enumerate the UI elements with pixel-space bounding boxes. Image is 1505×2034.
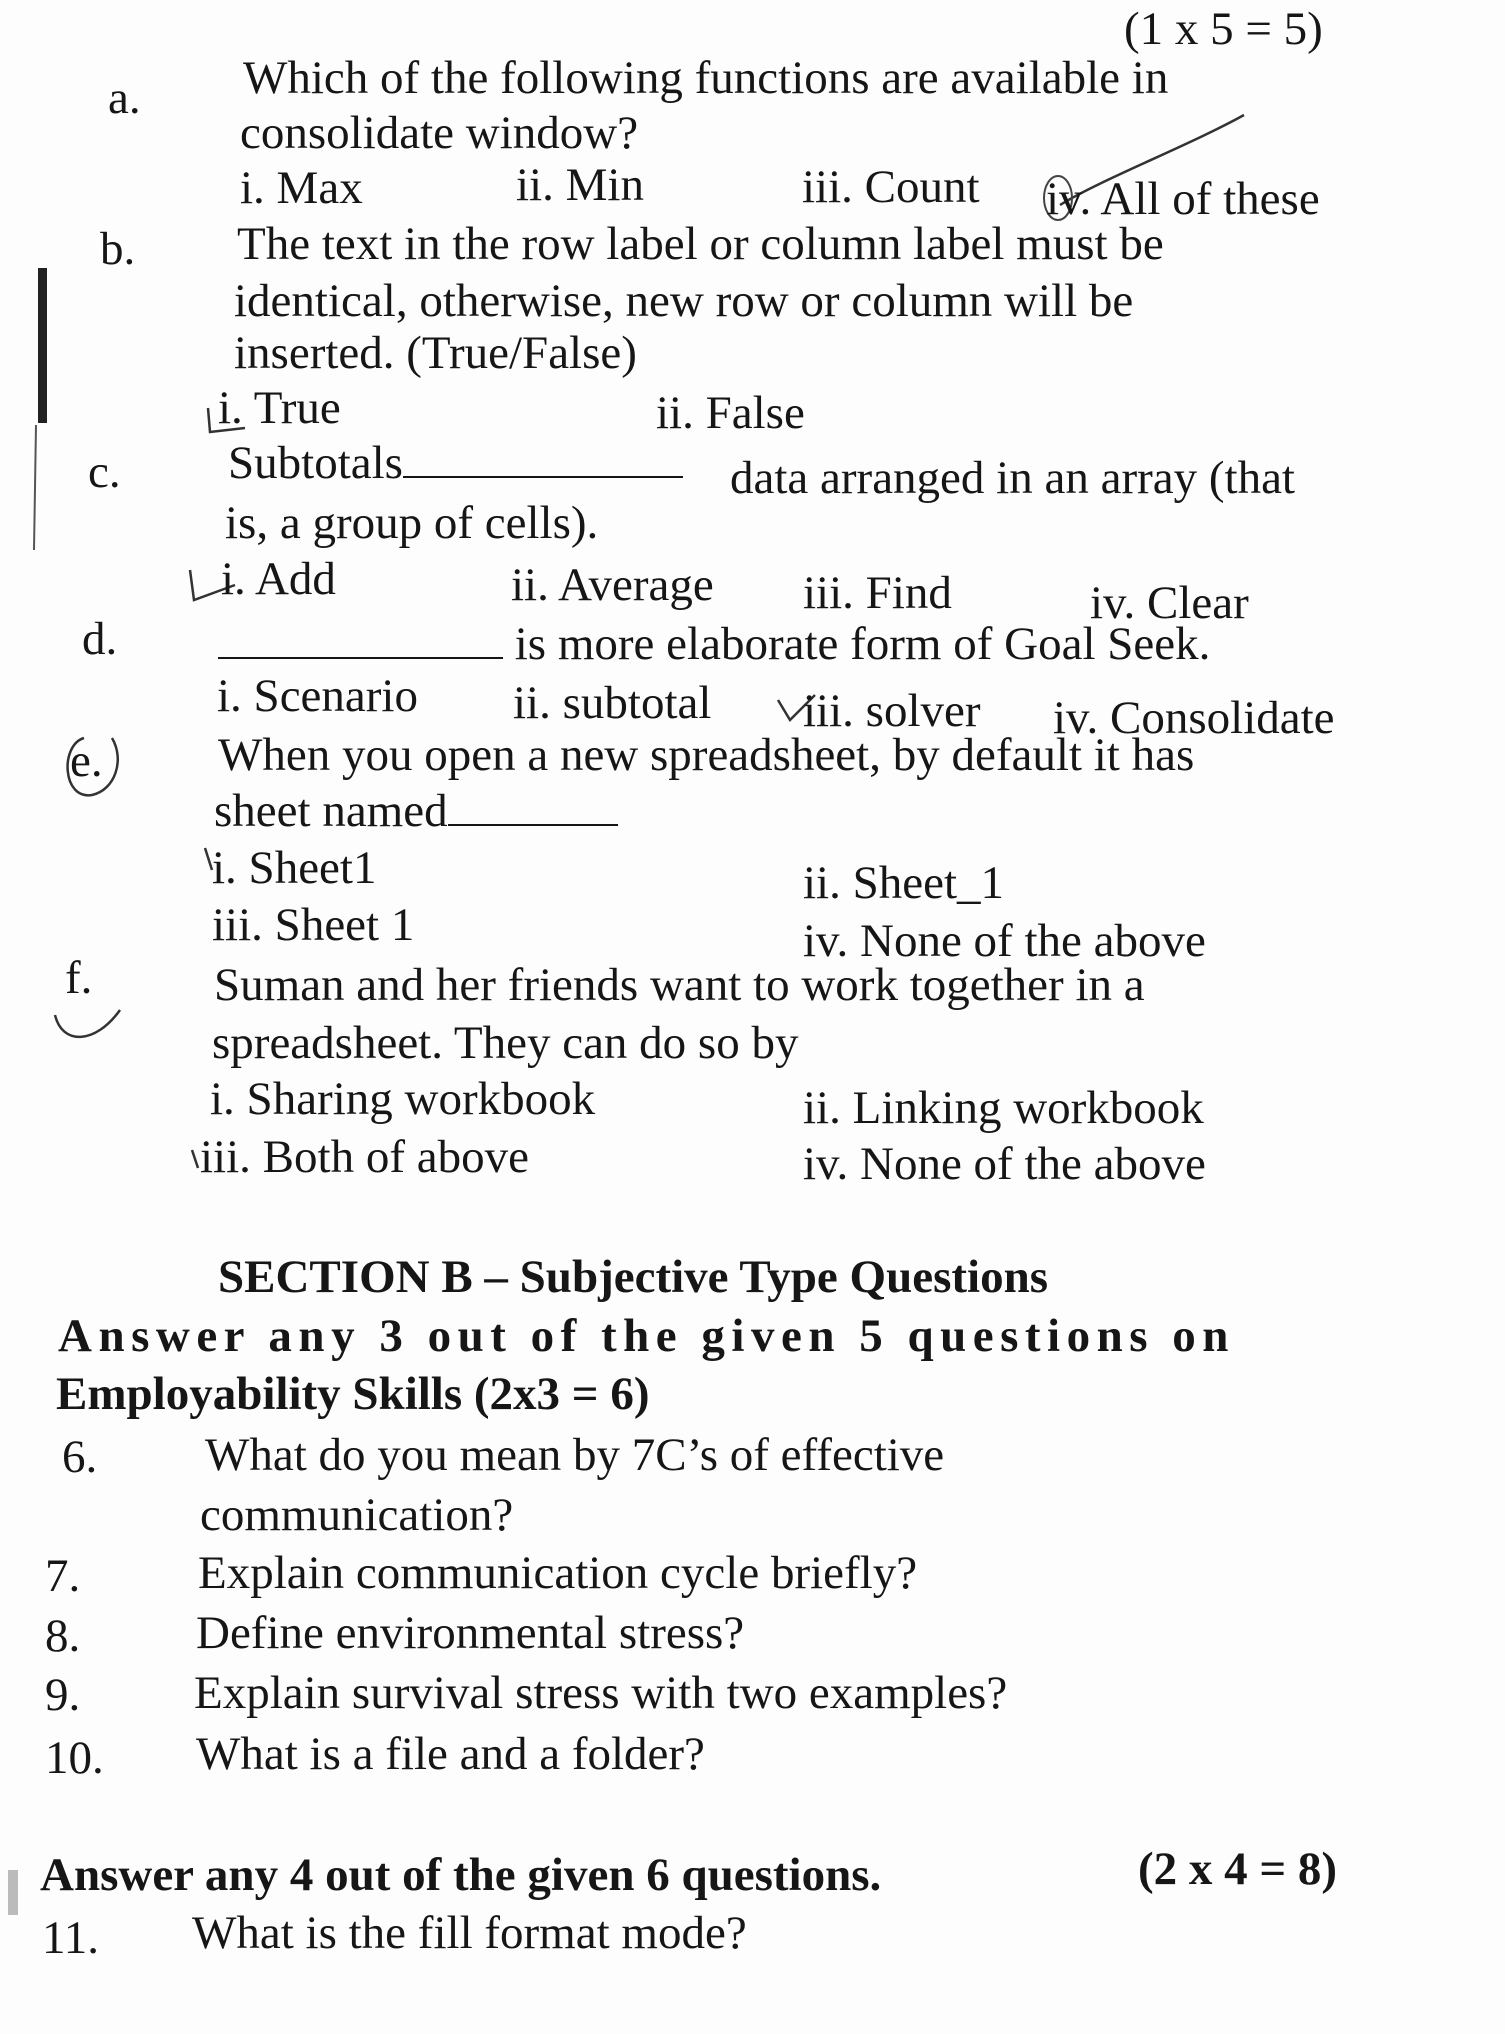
option: iv. Clear bbox=[1090, 577, 1249, 629]
question-number: 8. bbox=[45, 1610, 81, 1662]
question-number: 11. bbox=[42, 1912, 100, 1964]
question-number: 7. bbox=[45, 1550, 81, 1602]
question-text: consolidate window? bbox=[240, 107, 639, 159]
option: i. True bbox=[218, 382, 341, 434]
section-b-instruction-2: Answer any 4 out of the given 6 questions. bbox=[40, 1849, 882, 1901]
question-number: 10. bbox=[45, 1732, 104, 1784]
question-label: d. bbox=[82, 613, 118, 665]
option: iii. Count bbox=[802, 161, 980, 213]
question-text: Suman and her friends want to work together in a bbox=[214, 959, 1145, 1011]
question-line bbox=[218, 618, 1211, 670]
option: ii. Average bbox=[511, 559, 714, 611]
option: iii. Find bbox=[803, 567, 952, 619]
question-text: spreadsheet. They can do so by bbox=[212, 1017, 799, 1069]
question-text: is, a group of cells). bbox=[225, 497, 599, 549]
question-text: data arranged in an array (that bbox=[730, 452, 1295, 504]
answer-blank bbox=[448, 794, 618, 826]
question-text: What is a file and a folder? bbox=[196, 1728, 705, 1780]
question-label: f. bbox=[65, 952, 93, 1004]
option: ii. Min bbox=[516, 159, 644, 211]
question-text: Explain communication cycle briefly? bbox=[198, 1547, 918, 1599]
option: iii. Both of above bbox=[200, 1131, 529, 1183]
option: iii. Sheet 1 bbox=[212, 899, 415, 951]
question-label: e. bbox=[70, 735, 103, 787]
option: iv. All of these bbox=[1046, 173, 1320, 225]
section-b-instruction: Answer any 3 out of the given 5 questions on bbox=[58, 1310, 1235, 1362]
question-line bbox=[228, 437, 683, 489]
question-text: What is the fill format mode? bbox=[192, 1907, 747, 1959]
option: i. Max bbox=[240, 162, 363, 214]
question-text: sheet named bbox=[214, 785, 448, 837]
option: i. Add bbox=[221, 553, 336, 605]
option: ii. False bbox=[656, 387, 805, 439]
question-line bbox=[214, 785, 618, 837]
question-text: is more elaborate form of Goal Seek. bbox=[514, 618, 1211, 670]
question-label: c. bbox=[88, 446, 121, 498]
question-number: 6. bbox=[62, 1431, 98, 1483]
section-b-marks-2: (2 x 4 = 8) bbox=[1138, 1843, 1338, 1895]
question-text: Explain survival stress with two examples? bbox=[194, 1667, 1008, 1719]
question-text: When you open a new spreadsheet, by default it has bbox=[218, 729, 1195, 781]
question-text: Which of the following functions are available in bbox=[243, 52, 1169, 104]
option: i. Scenario bbox=[217, 670, 418, 722]
question-text: Subtotals bbox=[228, 437, 403, 489]
answer-blank bbox=[403, 446, 683, 478]
question-text: inserted. (True/False) bbox=[234, 327, 637, 379]
option: i. Sharing workbook bbox=[210, 1073, 596, 1125]
question-text: The text in the row label or column label must be bbox=[237, 218, 1164, 270]
question-text: Define environmental stress? bbox=[196, 1607, 745, 1659]
option: iv. Consolidate bbox=[1053, 692, 1335, 744]
question-text: communication? bbox=[200, 1489, 514, 1541]
question-label: a. bbox=[108, 72, 141, 124]
margin-bar bbox=[38, 268, 47, 423]
question-label: b. bbox=[100, 223, 136, 275]
question-text: identical, otherwise, new row or column will be bbox=[234, 275, 1134, 327]
section-b-instruction: Employability Skills (2x3 = 6) bbox=[56, 1368, 650, 1420]
question-text: What do you mean by 7C’s of effective bbox=[205, 1429, 945, 1481]
section-b-title: SECTION B – Subjective Type Questions bbox=[218, 1251, 1049, 1303]
option: iv. None of the above bbox=[803, 1138, 1206, 1190]
question-number: 9. bbox=[45, 1669, 81, 1721]
option: iv. None of the above bbox=[803, 915, 1206, 967]
option: iii. solver bbox=[803, 685, 981, 737]
option: ii. Linking workbook bbox=[803, 1082, 1204, 1134]
tick-mark-f bbox=[55, 1010, 120, 1037]
option: ii. Sheet_1 bbox=[803, 857, 1005, 909]
option: ii. subtotal bbox=[513, 677, 712, 729]
answer-blank bbox=[218, 627, 503, 659]
section-a-marks: (1 x 5 = 5) bbox=[1124, 3, 1323, 55]
option: i. Sheet1 bbox=[212, 842, 377, 894]
